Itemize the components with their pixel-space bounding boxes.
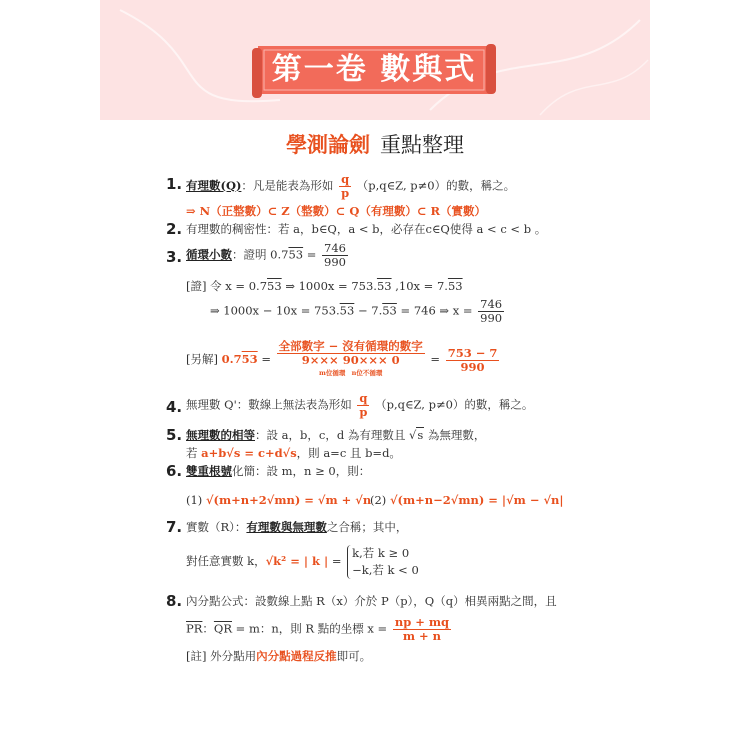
text: = xyxy=(426,352,444,366)
item-6-line xyxy=(186,463,370,479)
item-7-line xyxy=(186,519,407,535)
text: 為無理數， xyxy=(424,428,486,442)
text: ： xyxy=(202,621,214,636)
formula-1 xyxy=(186,492,371,508)
general-fraction xyxy=(277,340,425,380)
item-number: 6. xyxy=(166,462,183,480)
fraction xyxy=(446,347,500,374)
note: n位不循環 xyxy=(351,369,383,377)
item-2-line: 有理數的稠密性：若 a，b∈Q，a < b，必存在c∈Q使得 a < c < b 。 xyxy=(186,222,547,236)
repeating-digits: 53 xyxy=(241,352,258,366)
frac-top: q xyxy=(341,172,350,186)
item-5-line-2 xyxy=(186,445,401,461)
term-irrational-equality: 無理數的相等 xyxy=(186,428,255,442)
case: −k,若 k < 0 xyxy=(352,563,419,577)
term-repeating-decimal: 循環小數 xyxy=(186,247,232,262)
alt-decimal xyxy=(222,352,258,366)
fraction xyxy=(478,298,504,325)
text: 令 x = 0.7 xyxy=(210,279,268,293)
frac-bottom: m + n xyxy=(402,629,442,643)
segment-qr: $\overline{QR}$ xyxy=(213,621,232,636)
term-rational: 有理數(Q) xyxy=(186,178,242,193)
text: （p,q∈Z, p≠0）的數，稱之。 xyxy=(375,397,534,412)
repeating-digits: 53 xyxy=(339,303,355,318)
item-number: 2. xyxy=(166,220,183,238)
text: 之合稱；其中， xyxy=(326,520,408,534)
item-4-line xyxy=(186,392,533,419)
text: 化簡：設 m，n ≥ 0，則： xyxy=(232,464,371,478)
frac-top: 746 xyxy=(480,297,503,311)
text: = xyxy=(303,247,321,262)
set-inclusion-chain: ⇒ N（正整數）⊂ Z（整數）⊂ Q（有理數）⊂ R（實數） xyxy=(186,204,487,218)
item-number: 4. xyxy=(166,398,183,416)
proof-line-2 xyxy=(210,298,506,325)
text: ⇒ 1000x − 10x = 753. xyxy=(210,303,340,318)
fraction xyxy=(393,616,451,643)
chapter-title: 第一卷 數與式 xyxy=(271,52,477,87)
text: 實數（R）： xyxy=(186,520,247,534)
frac-bottom: 990 xyxy=(480,311,503,325)
repeating-digits: 53 xyxy=(382,303,397,318)
segment-pr: $\overline{PR}$ xyxy=(186,621,203,636)
text: 若 xyxy=(186,446,202,460)
text: = xyxy=(328,554,346,568)
text: ：證明 0.7 xyxy=(232,247,289,262)
formula: √(m+n−2√mn) = |√m − √n| xyxy=(389,493,564,507)
text: = xyxy=(257,352,275,366)
term-real-number: 有理數與無理數 xyxy=(246,520,327,534)
section-title-accent: 學測論劍 xyxy=(286,133,370,157)
text: 即可。 xyxy=(336,649,372,663)
digit-notes xyxy=(277,367,425,380)
item-number: 3. xyxy=(166,248,183,266)
highlight: 內分點過程反推 xyxy=(256,649,337,663)
text: 對任意實數 k， xyxy=(186,554,266,568)
formula: √(m+n+2√mn) = √m + √n xyxy=(205,493,372,507)
frac-bottom: 9××× 90××× 0 xyxy=(301,353,400,367)
item-1-line xyxy=(186,173,515,200)
text: − 7. xyxy=(354,303,383,318)
alt-label: [另解] xyxy=(186,352,218,366)
note-label: [註] xyxy=(186,649,207,663)
repeating-digits: 53 xyxy=(447,279,463,293)
proof-line-1 xyxy=(186,278,463,294)
item-number: 1. xyxy=(166,175,183,193)
frac-top: 全部數字 − 沒有循環的數字 xyxy=(278,339,423,353)
frac-bottom: 990 xyxy=(460,359,485,374)
formula-label: (2) xyxy=(370,493,387,507)
frac-top: 753 − 7 xyxy=(447,345,498,360)
text: （p,q∈Z, p≠0）的數，稱之。 xyxy=(356,178,516,193)
item-3-line xyxy=(186,242,350,269)
text: 0.7 xyxy=(221,352,242,366)
frac-bottom: p xyxy=(341,186,350,200)
item-8-line: 內分點公式：設數線上點 R（x）介於 P（p），Q（q）相異兩點之間，且 xyxy=(186,594,557,608)
sqrt-s: s xyxy=(417,428,424,442)
item-7-line-2 xyxy=(186,545,419,579)
frac-top: np + mq xyxy=(394,615,450,629)
fraction xyxy=(322,242,348,269)
item-8-line-2 xyxy=(186,616,453,643)
fraction xyxy=(339,173,351,200)
formula-label: (1) xyxy=(186,493,203,507)
alt-solution xyxy=(186,340,501,380)
text: 無理數 Q'：數線上無法表為形如 xyxy=(186,397,352,412)
text: = 746 ⇒ x = xyxy=(396,303,477,318)
text: 外分點用 xyxy=(210,649,257,663)
text: ：凡是能表為形如 xyxy=(241,178,334,193)
frac-bottom: 990 xyxy=(324,255,346,269)
section-title xyxy=(0,130,750,160)
item-number: 8. xyxy=(166,592,183,610)
repeating-digits: 53 xyxy=(288,247,304,262)
item-5-line: 無理數的相等：設 a，b，c，d 為有理數且 √s 為無理數， xyxy=(186,428,486,442)
text: ，則 a=c 且 b=d。 xyxy=(296,446,401,460)
text: ,10x = 7. xyxy=(391,279,448,293)
piecewise-cases xyxy=(347,545,419,579)
repeating-digits: 53 xyxy=(376,279,392,293)
case: k,若 k ≥ 0 xyxy=(352,546,410,560)
item-number: 5. xyxy=(166,426,183,444)
formula-2 xyxy=(370,492,564,508)
fraction xyxy=(357,392,369,419)
item-number: 7. xyxy=(166,518,183,536)
text: = m：n，則 R 點的坐標 x = xyxy=(232,621,391,636)
equality-formula: a+b√s = c+d√s xyxy=(201,446,297,460)
frac-top: 746 xyxy=(324,241,346,255)
item-8-note xyxy=(186,648,371,664)
repeating-digits: 53 xyxy=(267,279,282,293)
text: ：設 a，b，c，d 為有理數且 xyxy=(255,428,409,442)
abs-formula: √k² = | k | xyxy=(265,554,329,568)
term-double-radical: 雙重根號 xyxy=(186,464,232,478)
frac-bottom: p xyxy=(359,405,368,419)
proof-label: [證] xyxy=(186,279,207,293)
section-title-plain: 重點整理 xyxy=(380,133,464,157)
frac-top: q xyxy=(359,391,368,405)
note: m位循環 xyxy=(319,369,346,377)
text: ⇒ 1000x = 753. xyxy=(281,279,377,293)
